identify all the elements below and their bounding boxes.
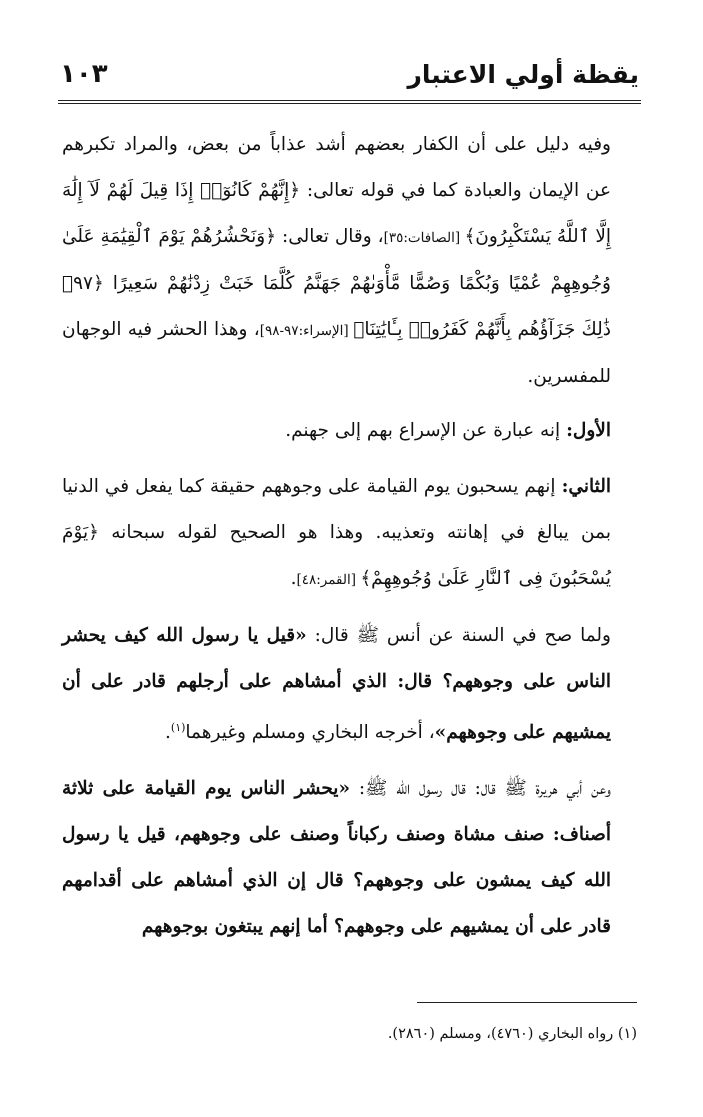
paragraph-abu-hurayra-hadith bbox=[62, 766, 637, 950]
page-header bbox=[60, 52, 639, 96]
quran-verse: ﴿وَنَحْشُرُهُمْ يَوْمَ ٱلْقِيَٰمَةِ عَلَىٰ وُجُوهِهِمْ عُمْيًا وَبُكْمًا وَصُمًّا مَّأْوَىٰهُمْ جَهَنَّمُ كُلَّمَا خَبَتْ زِدْنَٰهُمْ سَعِيرًا ﴿٩٧﴾ ذَٰلِكَ جَزَآؤُهُم بِأَنَّهُمْ كَفَرُوا۟ بِـَٔايَٰتِنَا﴾ bbox=[62, 226, 611, 340]
anas-end: . bbox=[165, 722, 171, 744]
paragraph-text: ، وقال تعالى: bbox=[276, 226, 384, 247]
page-number: ١٠٣ bbox=[60, 59, 108, 89]
paragraph-text: وفيه دليل على أن الكفار بعضهم أشد عذاباً من بعض، والمراد تكبرهم عن الإيمان والعبادة كما في قوله تعالى: bbox=[62, 134, 611, 201]
paragraph-intro bbox=[62, 122, 637, 400]
anas-intro: ولما صح في السنة عن أنس ﷺ قال: bbox=[306, 625, 611, 646]
quran-verse: ﴿يَوْمَ يُسْحَبُونَ فِى ٱلنَّارِ عَلَىٰ وُجُوهِهِمْ﴾ bbox=[62, 522, 611, 589]
footnote-marker: (١) bbox=[170, 721, 186, 734]
paragraph-first-view bbox=[62, 408, 637, 454]
first-label: الأول: bbox=[566, 420, 611, 441]
first-text: إنه عبارة عن الإسراع بهم إلى جهنم. bbox=[285, 420, 567, 441]
abu-hurayra-intro: وعن أبي هريرة ﷺ قال: قال رسول الله ﷺ: bbox=[350, 778, 611, 800]
anas-after: ، أخرجه البخاري ومسلم وغيرهما bbox=[185, 722, 435, 744]
hadith-text: «يحشر الناس يوم القيامة على ثلاثة أصناف: صنف مشاة وصنف ركباناً وصنف على وجوههم، قيل يا رسول الله كيف يمشون على وجوههم؟ قال إن الذي أمشاهم على أقدامهم قادر على أن يمشيهم على وجوههم؟ أما إنهم يبتغون بوجوههم bbox=[62, 778, 611, 938]
paragraph-second-view bbox=[62, 464, 637, 603]
verse-citation: [الصافات:٣٥] bbox=[383, 230, 465, 246]
hadith-text: «قيل يا رسول الله كيف يحشر الناس على وجوههم؟ قال: الذي أمشاهم على أرجلهم قادر على أن يمشيهم على وجوههم» bbox=[62, 625, 611, 744]
second-text: إنهم يسحبون يوم القيامة على وجوههم حقيقة كما يفعل في الدنيا بمن يبالغ في إهانته وتعذيبه. وهذا هو الصحيح لقوله سبحانه bbox=[62, 476, 611, 543]
running-title: يقظة أولي الاعتبار bbox=[407, 59, 639, 89]
verse-citation: [الإسراء:٩٧-٩٨] bbox=[259, 323, 354, 339]
header-divider bbox=[58, 100, 641, 104]
footnote-divider bbox=[417, 1002, 637, 1003]
quran-verse: ﴿إِنَّهُمْ كَانُوٓا۟ إِذَا قِيلَ لَهُمْ لَآ إِلَٰهَ إِلَّا ٱللَّهُ يَسْتَكْبِرُونَ﴾ bbox=[62, 180, 612, 247]
second-label: الثاني: bbox=[561, 476, 611, 497]
verse-citation: [القمر:٤٨] bbox=[296, 572, 361, 588]
paragraph-anas-hadith bbox=[62, 613, 637, 756]
second-end: . bbox=[290, 568, 297, 589]
paragraph-text: ، وهذا الحشر فيه الوجهان للمفسرين. bbox=[62, 319, 611, 387]
page-body bbox=[62, 122, 637, 960]
footnote: (١) رواه البخاري (٤٧٦٠)، ومسلم (٢٨٦٠). bbox=[387, 1026, 637, 1042]
